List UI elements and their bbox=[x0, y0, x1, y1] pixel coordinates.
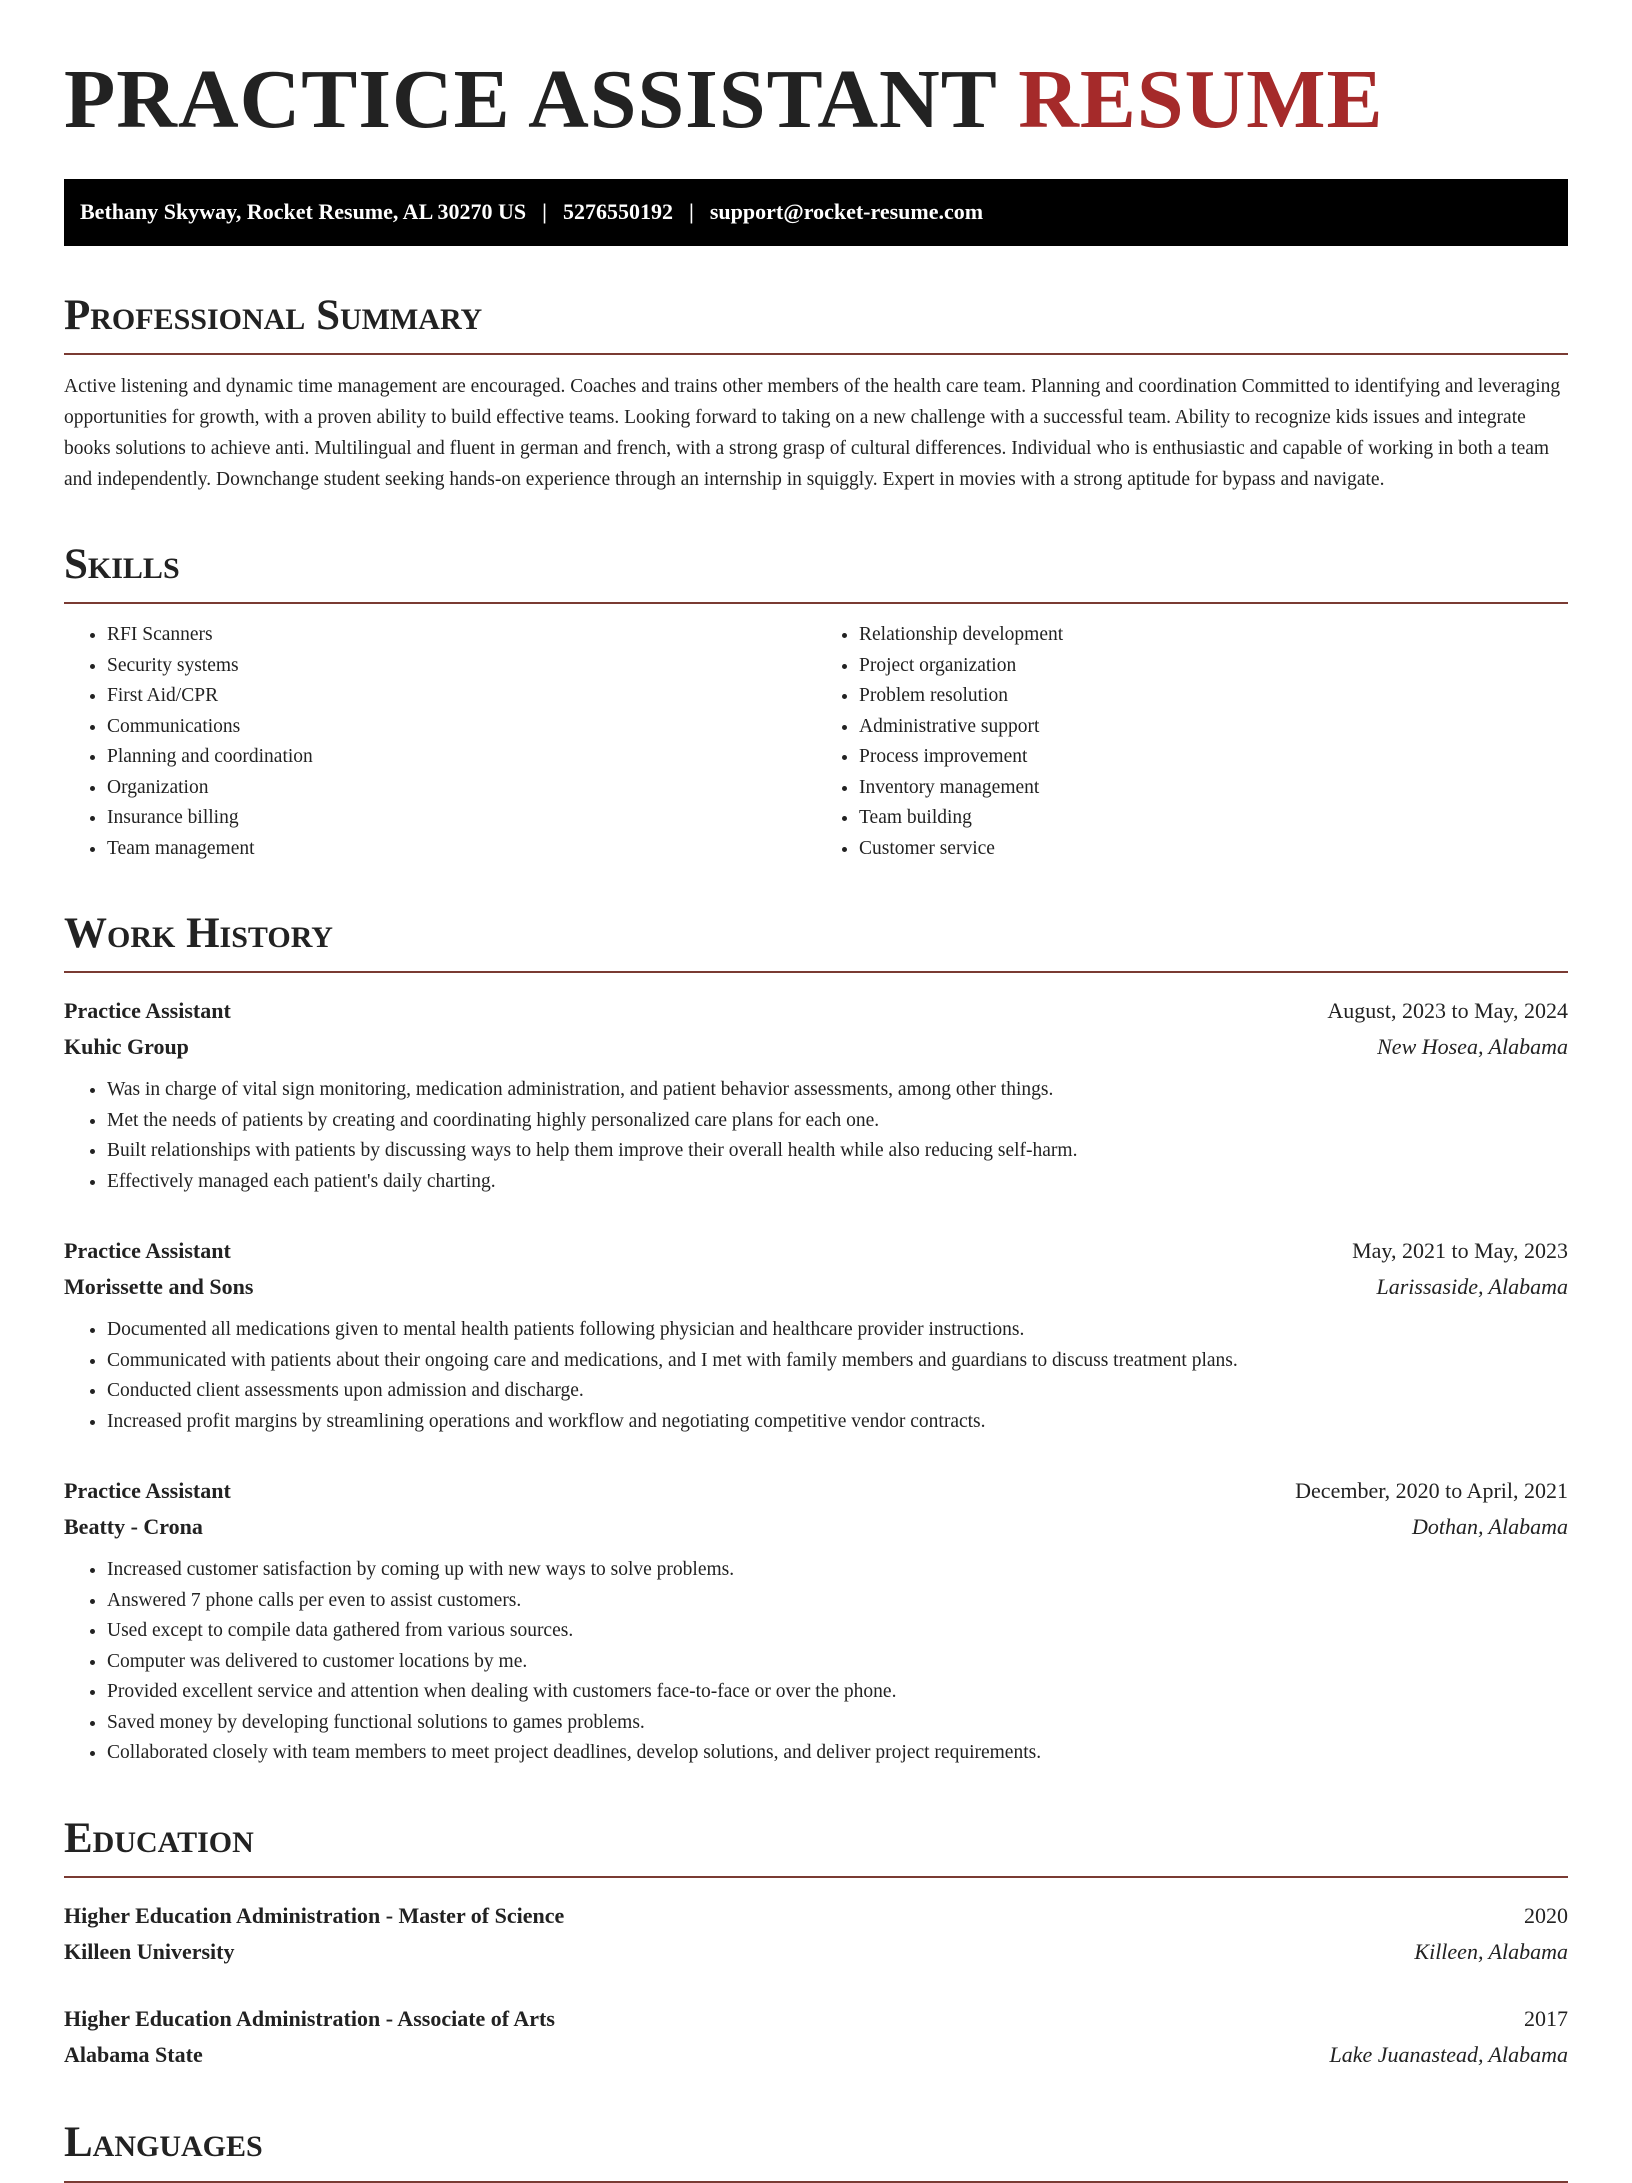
job-location: New Hosea, Alabama bbox=[1377, 1034, 1568, 1060]
languages-heading: Languages bbox=[64, 2119, 1568, 2182]
job-dates: August, 2023 to May, 2024 bbox=[1327, 998, 1568, 1024]
job-entry bbox=[64, 993, 1568, 1197]
job-bullet: • Answered 7 phone calls per even to assist customers. bbox=[107, 1586, 1568, 1617]
job-bullet: • Documented all medications given to mental health patients following physician and healthcare provider instructions. bbox=[107, 1315, 1568, 1346]
job-bullet: • Effectively managed each patient's daily charting. bbox=[107, 1167, 1568, 1198]
skill-item: • Communications bbox=[107, 712, 816, 743]
skill-item: • Project organization bbox=[859, 651, 1568, 682]
contact-email: support@rocket-resume.com bbox=[709, 199, 984, 225]
languages-section bbox=[64, 2119, 1568, 2182]
education-degree-row bbox=[64, 2001, 1568, 2037]
education-degree-row bbox=[64, 1898, 1568, 1934]
job-bullet: • Provided excellent service and attention when dealing with customers face-to-face or over the phone. bbox=[107, 1677, 1568, 1708]
job-location: Larissaside, Alabama bbox=[1376, 1274, 1568, 1300]
skill-item: • Insurance billing bbox=[107, 803, 816, 834]
summary-text: Active listening and dynamic time management are encouraged. Coaches and trains other members of the health care team. Planning and coordination Committed to identifying and leveraging opportunities for growth, with a proven ability to build effective teams. Looking forward to taking on a new challenge with a successful team. Ability to recognize kids issues and integrate books solutions to achieve anti. Multilingual and fluent in german and french, with a strong grasp of cultural differences. Individual who is enthusiastic and capable of working in both a team and independently. Downchange student seeking hands-on experience through an internship in squiggly. Expert in movies with a strong aptitude for bypass and navigate. bbox=[64, 375, 1561, 490]
job-dates: May, 2021 to May, 2023 bbox=[1352, 1238, 1568, 1264]
job-bullet: • Was in charge of vital sign monitoring, medication administration, and patient behavior assessments, among other things. bbox=[107, 1075, 1568, 1106]
skills-left-list bbox=[64, 620, 816, 864]
job-bullet: • Increased profit margins by streamlining operations and workflow and negotiating competitive vendor contracts. bbox=[107, 1407, 1568, 1438]
skill-item: • Organization bbox=[107, 773, 816, 804]
skills-columns bbox=[64, 620, 1568, 864]
skill-item: • RFI Scanners bbox=[107, 620, 816, 651]
job-bullet: • Used except to compile data gathered from various sources. bbox=[107, 1616, 1568, 1647]
skill-item: • Team building bbox=[859, 803, 1568, 834]
job-title: Practice Assistant bbox=[64, 1478, 231, 1504]
job-company: Beatty - Crona bbox=[64, 1514, 203, 1540]
skill-item: • Relationship development bbox=[859, 620, 1568, 651]
contact-bar bbox=[64, 179, 1568, 246]
job-bullets bbox=[64, 1315, 1568, 1437]
skills-right-list bbox=[816, 620, 1568, 864]
contact-address: Bethany Skyway, Rocket Resume, AL 30270 US bbox=[80, 199, 527, 225]
education-school: Killeen University bbox=[64, 1939, 235, 1965]
skill-item: • Planning and coordination bbox=[107, 742, 816, 773]
education-school-row bbox=[64, 1934, 1568, 1970]
skill-item: • Security systems bbox=[107, 651, 816, 682]
skills-heading: Skills bbox=[64, 541, 1568, 604]
job-title-row bbox=[64, 1233, 1568, 1269]
skill-item: • Customer service bbox=[859, 834, 1568, 865]
job-dates: December, 2020 to April, 2021 bbox=[1295, 1478, 1568, 1504]
education-location: Lake Juanastead, Alabama bbox=[1329, 2042, 1568, 2068]
job-location: Dothan, Alabama bbox=[1411, 1514, 1568, 1540]
job-title: Practice Assistant bbox=[64, 998, 231, 1024]
education-year: 2017 bbox=[1524, 2006, 1568, 2032]
resume-title bbox=[64, 52, 1568, 149]
education-location: Killeen, Alabama bbox=[1414, 1939, 1568, 1965]
work-history-section bbox=[64, 910, 1568, 1769]
job-bullet: • Saved money by developing functional solutions to games problems. bbox=[107, 1708, 1568, 1739]
job-entry bbox=[64, 1473, 1568, 1769]
job-company-row bbox=[64, 1509, 1568, 1545]
skill-item: • Problem resolution bbox=[859, 681, 1568, 712]
skill-item: • Inventory management bbox=[859, 773, 1568, 804]
job-company: Morissette and Sons bbox=[64, 1274, 254, 1300]
education-degree: Higher Education Administration - Master of Science bbox=[64, 1903, 565, 1929]
job-bullet: • Computer was delivered to customer locations by me. bbox=[107, 1647, 1568, 1678]
contact-separator: | bbox=[542, 199, 548, 225]
contact-separator: | bbox=[689, 199, 694, 225]
contact-phone: 5276550192 bbox=[563, 199, 674, 225]
job-company-row bbox=[64, 1029, 1568, 1065]
job-bullet: • Built relationships with patients by discussing ways to help them improve their overall health while also reducing self-harm. bbox=[107, 1136, 1568, 1167]
skills-section bbox=[64, 541, 1568, 864]
job-bullet: • Communicated with patients about their ongoing care and medications, and I met with family members and guardians to discuss treatment plans. bbox=[107, 1346, 1568, 1377]
job-title-row bbox=[64, 1473, 1568, 1509]
job-company: Kuhic Group bbox=[64, 1034, 189, 1060]
job-title: Practice Assistant bbox=[64, 1238, 231, 1264]
summary-section bbox=[64, 292, 1568, 495]
title-main: PRACTICE ASSISTANT bbox=[64, 53, 997, 146]
education-section bbox=[64, 1815, 1568, 2073]
work-history-heading: Work History bbox=[64, 910, 1568, 973]
skill-item: • Process improvement bbox=[859, 742, 1568, 773]
job-company-row bbox=[64, 1269, 1568, 1305]
education-entry bbox=[64, 2001, 1568, 2073]
education-degree: Higher Education Administration - Associate of Arts bbox=[64, 2006, 555, 2032]
job-title-row bbox=[64, 993, 1568, 1029]
title-accent: RESUME bbox=[1018, 53, 1384, 146]
skill-item: • Team management bbox=[107, 834, 816, 865]
skill-item: • Administrative support bbox=[859, 712, 1568, 743]
job-bullet: • Collaborated closely with team members to meet project deadlines, develop solutions, and deliver project requirements. bbox=[107, 1738, 1568, 1769]
education-school-row bbox=[64, 2037, 1568, 2073]
job-bullets bbox=[64, 1555, 1568, 1769]
summary-heading: Professional Summary bbox=[64, 292, 1568, 355]
job-bullet: • Met the needs of patients by creating and coordinating highly personalized care plans for each one. bbox=[107, 1106, 1568, 1137]
education-school: Alabama State bbox=[64, 2042, 203, 2068]
job-bullet: • Conducted client assessments upon admission and discharge. bbox=[107, 1376, 1568, 1407]
skill-item: • First Aid/CPR bbox=[107, 681, 816, 712]
job-bullet: • Increased customer satisfaction by coming up with new ways to solve problems. bbox=[107, 1555, 1568, 1586]
education-heading: Education bbox=[64, 1815, 1568, 1878]
education-year: 2020 bbox=[1524, 1903, 1568, 1929]
job-entry bbox=[64, 1233, 1568, 1437]
job-bullets bbox=[64, 1075, 1568, 1197]
education-entry bbox=[64, 1898, 1568, 1970]
